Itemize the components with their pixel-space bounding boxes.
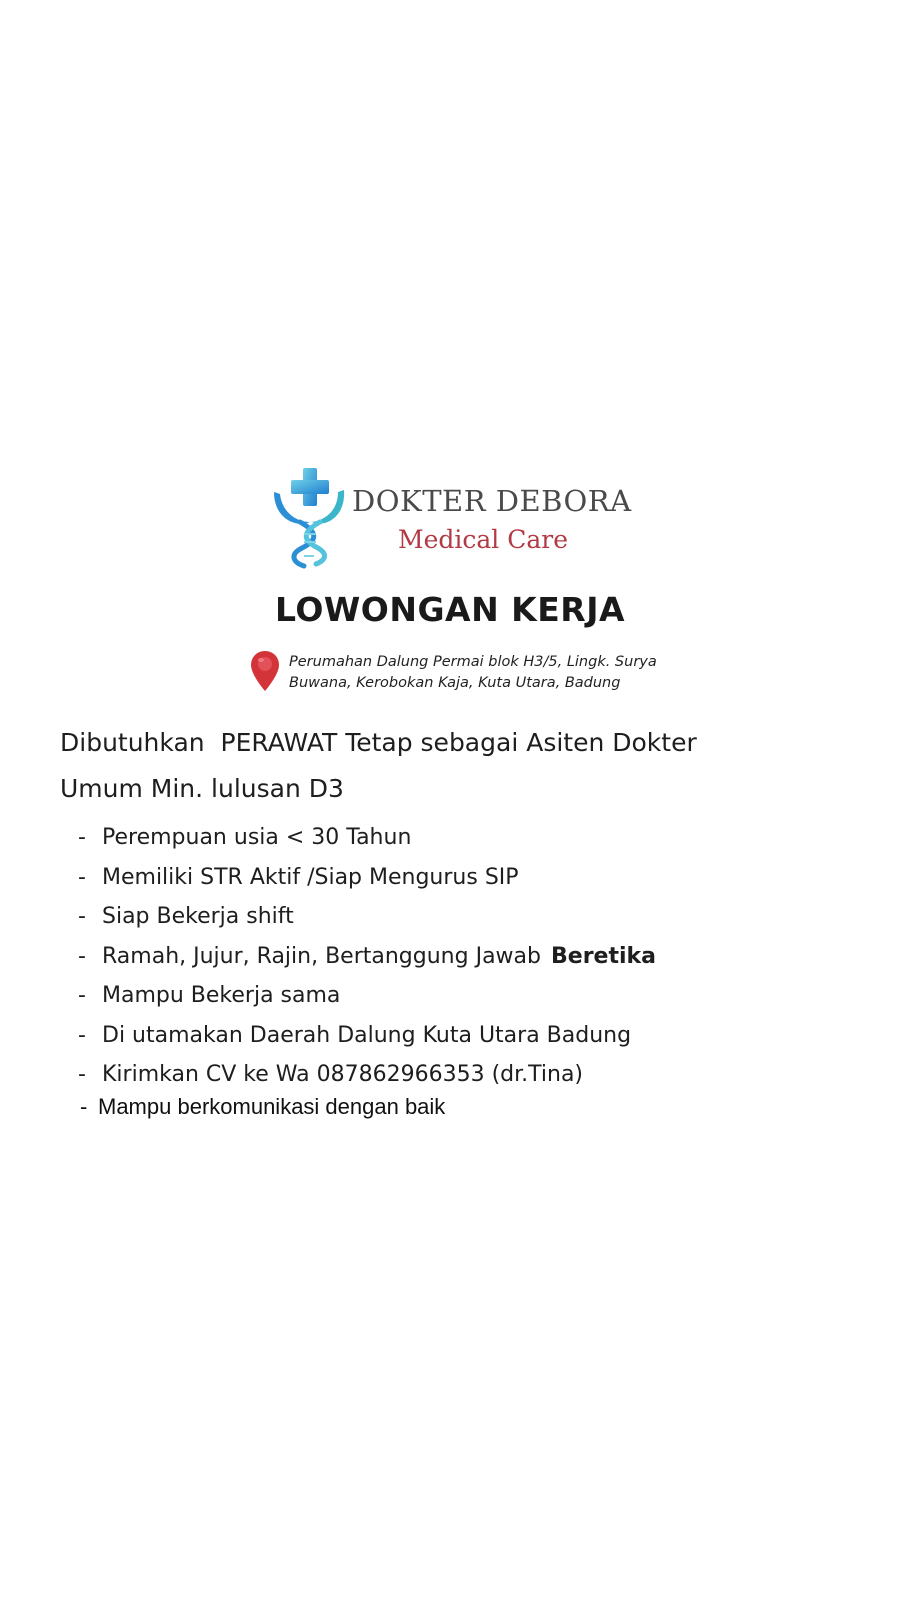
address-block — [247, 648, 687, 698]
list-item: - Memiliki STR Aktif /Siap Mengurus SIP — [78, 864, 519, 890]
list-item: - Ramah, Jujur, Rajin, Bertanggung Jawab Beretika — [78, 943, 656, 969]
requirement-text: Perempuan usia < 30 Tahun — [102, 825, 412, 850]
medical-cross-helix-icon — [270, 462, 348, 570]
brand-name: DOKTER DEBORA — [352, 484, 632, 518]
requirement-text: Mampu Bekerja sama — [102, 983, 341, 1008]
job-intro — [60, 720, 840, 812]
address-line-2: Buwana, Kerobokan Kaja, Kuta Utara, Badung — [289, 675, 621, 691]
requirement-text: Mampu berkomunikasi dengan baik — [98, 1094, 446, 1119]
list-item: - Mampu Bekerja sama — [78, 983, 341, 1008]
brand-subtitle: Medical Care — [398, 525, 569, 554]
requirements-list — [78, 818, 656, 1095]
clinic-logo — [270, 462, 650, 572]
requirement-extra: Beretika — [551, 943, 656, 969]
map-pin-icon — [250, 650, 280, 692]
requirement-text: Di utamakan Daerah Dalung Kuta Utara Badung — [102, 1022, 632, 1048]
extra-requirement: - Mampu berkomunikasi dengan baik — [80, 1094, 446, 1119]
requirement-text: Ramah, Jujur, Rajin, Bertanggung Jawab — [102, 943, 541, 969]
requirement-text: Siap Bekerja shift — [102, 904, 294, 929]
list-item: - Perempuan usia < 30 Tahun — [78, 825, 412, 850]
list-item: - Di utamakan Daerah Dalung Kuta Utara Badung — [78, 1022, 632, 1048]
list-item: - Kirimkan CV ke Wa 087862966353 (dr.Tina) — [78, 1062, 584, 1087]
address-text — [289, 652, 689, 694]
address-line-1: Perumahan Dalung Permai blok H3/5, Lingk. Surya — [289, 654, 657, 670]
requirement-text: Memiliki STR Aktif /Siap Mengurus SIP — [102, 864, 519, 890]
list-item: - Siap Bekerja shift — [78, 904, 294, 929]
intro-line-2: Umum Min. lulusan D3 — [60, 774, 344, 803]
page-title: LOWONGAN KERJA — [274, 590, 626, 629]
requirement-text: Kirimkan CV ke Wa 087862966353 (dr.Tina) — [102, 1062, 584, 1087]
intro-line-1: Dibutuhkan PERAWAT Tetap sebagai Asiten Dokter — [60, 728, 697, 757]
